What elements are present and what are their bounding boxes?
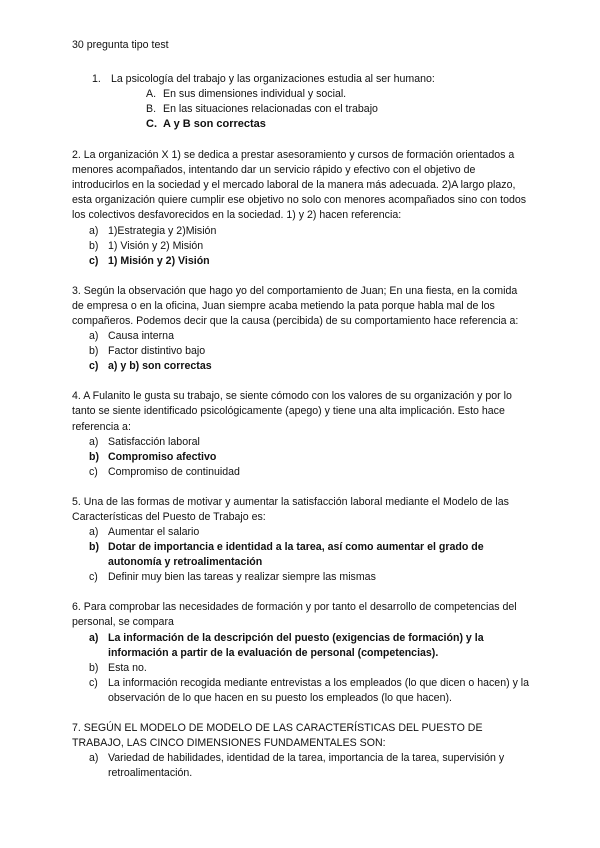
option-text: Compromiso de continuidad [108,465,240,478]
option [89,344,530,359]
option [89,570,530,585]
question-6 [72,600,530,705]
option-letter: c) [89,571,98,584]
option [146,87,530,102]
option-text: En las situaciones relacionadas con el trabajo [163,103,378,116]
question-stem [92,72,530,87]
option-text: En sus dimensiones individual y social. [163,88,347,100]
option-text: Aumentar el salario [108,526,200,539]
option-text: Compromiso afectivo [108,450,217,463]
correct-option [146,117,530,132]
option-letter: a) [89,752,99,765]
question-3 [72,284,530,375]
question-stem: 2. La organización X 1) se dedica a prestar asesoramiento y cursos de formación orientados a menores acompañados, intentando dar un servicio rápido y efectivo con el objetivo de introducirlos en la sociedad y el mercado laboral de la manera más adecuada. 2)A largo plazo, esta organización quiere cumplir ese objetivo no solo con menores acompañados sino con todos los colectivos desfavorecidos en la sociedad. 1) y 2) hacen referencia: [72,148,527,222]
option-text: a) y b) son correctas [108,360,212,373]
question-stem: 3. Según la observación que hago yo del comportamiento de Juan; En una fiesta, en la comida de empresa o en la oficina, Juan siempre acaba metiendo la pata porque habla mal de los compañeros. Podemos decir que la causa (percibida) de su comportamiento hace referencia a: [72,284,519,328]
option-letter: c) [89,360,99,373]
option [89,435,530,450]
option-letter: a) [89,224,99,237]
option-letter: a) [89,435,99,448]
option [89,676,530,706]
question-4 [72,389,530,480]
option-text: A y B son correctas [163,118,266,131]
correct-option [89,540,530,570]
option [89,329,530,344]
option [89,751,530,781]
option-text: La información recogida mediante entrevistas a los empleados (lo que dicen o hacen) y la observación de lo que hacen en su puesto los empleados (lo que hacen). [108,676,530,704]
question-stem: 5. Una de las formas de motivar y aumentar la satisfacción laboral mediante el Modelo de las Características del Puesto de Trabajo es: [72,495,509,524]
option-letter: B. [146,103,157,116]
document-title: 30 pregunta tipo test [72,39,169,51]
option-letter: c) [89,676,98,689]
option-list [146,87,530,133]
option-text: 1) Visión y 2) Misión [108,239,204,252]
option-text: Definir muy bien las tareas y realizar siempre las mismas [108,571,376,584]
question-5 [72,495,530,585]
option-letter: a) [89,631,99,644]
question-stem: 7. SEGÚN EL MODELO DE MODELO DE LAS CARACTERÍSTICAS DEL PUESTO DE TRABAJO, LAS CINCO DIMENSIONES FUNDAMENTALES SON: [72,721,483,749]
option-letter: b) [89,450,99,463]
option [146,102,530,117]
question-number: 1. [92,73,101,85]
option-text: La información de la descripción del puesto (exigencias de formación) y la información a partir de la evaluación de personal (competencias). [108,631,484,659]
question-7 [72,721,530,781]
document-page [72,38,530,781]
option-letter: A. [146,88,157,100]
option [89,239,530,254]
option-letter: b) [89,541,99,554]
option-text: Satisfacción laboral [108,435,200,448]
question-text: La psicología del trabajo y las organizaciones estudia al ser humano: [110,73,435,85]
option-text: Variedad de habilidades, identidad de la tarea, importancia de la tarea, supervisión y retroalimentación. [108,752,505,780]
option-letter: b) [89,661,99,674]
option-letter: c) [89,465,98,478]
correct-option [89,254,530,269]
option [89,525,530,540]
option-letter: a) [89,526,99,539]
option-text: Dotar de importancia e identidad a la tarea, así como aumentar el grado de autonomía y retroalimentación [108,541,484,569]
option-text: Esta no. [108,661,147,674]
option-text: 1)Estrategia y 2)Misión [108,224,217,237]
option-text: 1) Misión y 2) Visión [108,254,210,267]
option-text: Factor distintivo bajo [108,345,206,358]
option-text: Causa interna [108,330,174,343]
correct-option [89,359,530,374]
question-2 [72,148,530,269]
option-letter: b) [89,239,99,252]
option [89,661,530,676]
option-letter: C. [146,118,157,131]
question-stem: 6. Para comprobar las necesidades de formación y por tanto el desarrollo de competencias del personal, se compara [72,601,517,629]
question-1 [92,72,530,133]
option [89,465,530,480]
option-letter: c) [89,254,99,267]
option-letter: b) [89,345,99,358]
question-stem: 4. A Fulanito le gusta su trabajo, se siente cómodo con los valores de su organización y por lo tanto se siente identificado psicológicamente (apego) y tiene una alta implicación. Esto hace referencia a: [72,390,512,433]
correct-option [89,450,530,465]
option [89,224,530,239]
option-letter: a) [89,330,99,343]
correct-option [89,631,530,661]
